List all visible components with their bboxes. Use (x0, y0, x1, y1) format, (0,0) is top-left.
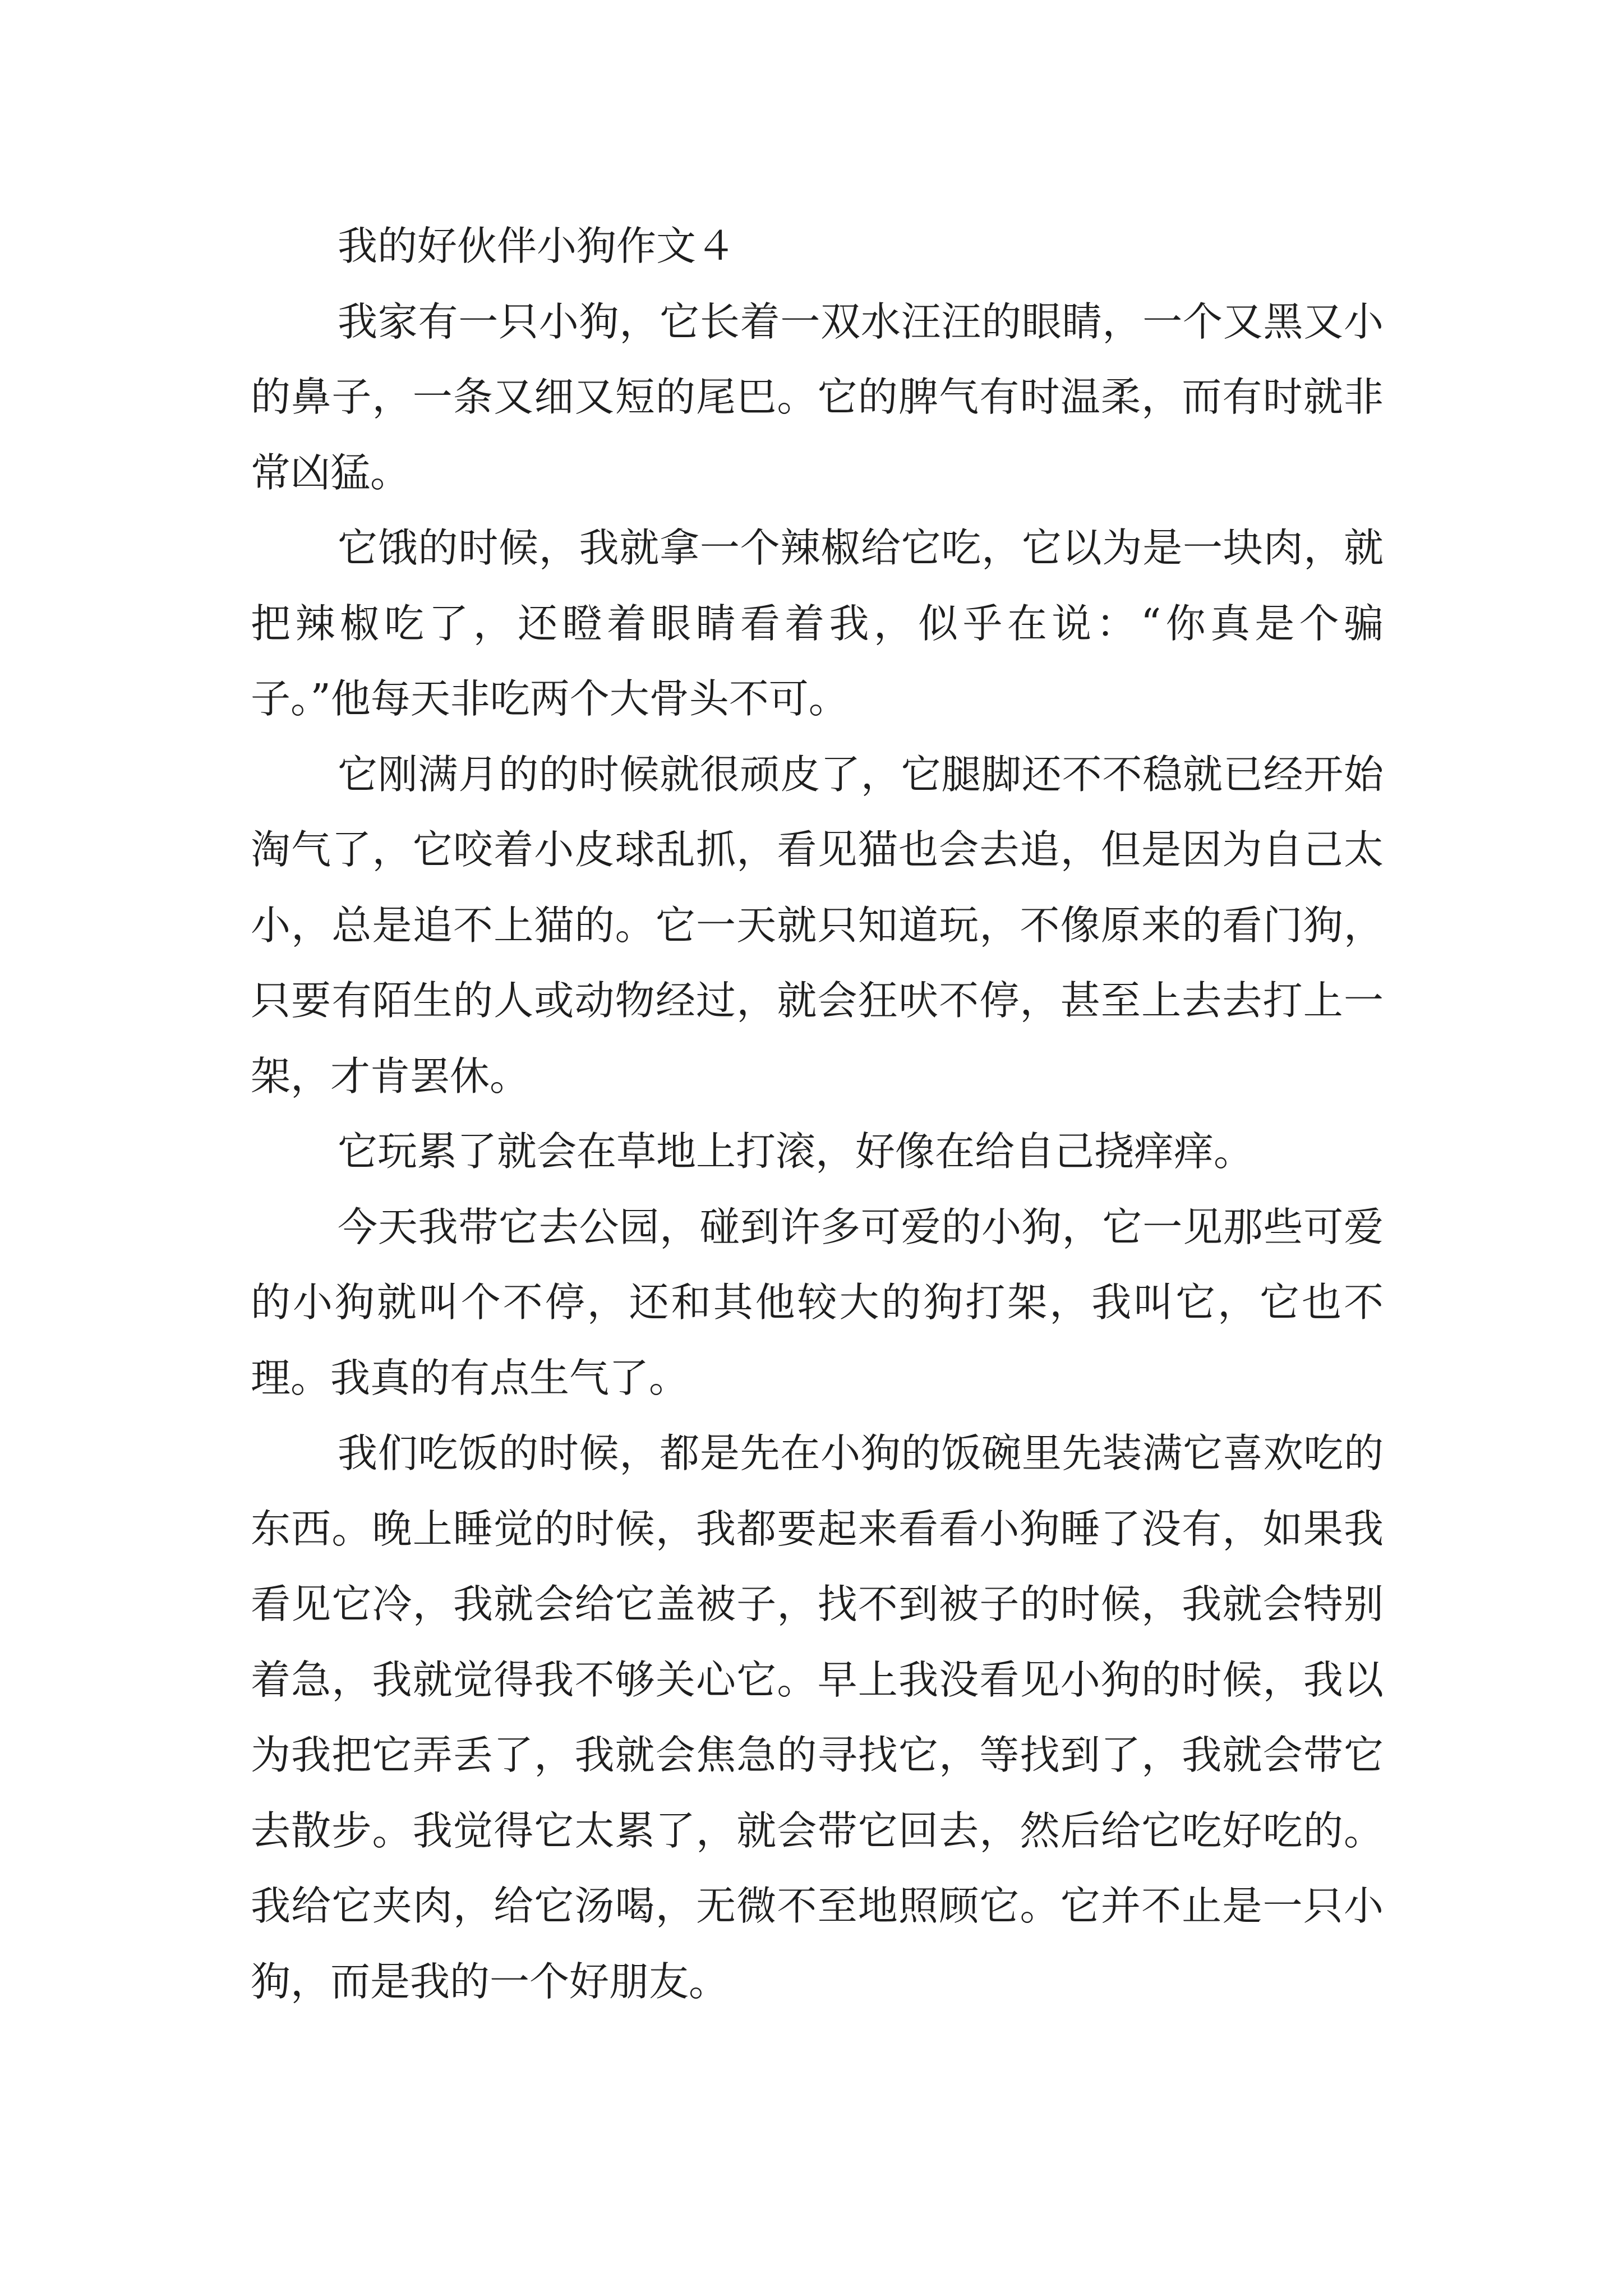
essay-title: 我的好伙伴小狗作文４ (338, 223, 736, 269)
paragraph-6: 我们吃饭的时候，都是先在小狗的饭碗里先装满它喜欢吃的东西。晚上睡觉的时候，我都要起来看看小狗睡了没有，如果我看见它冷，我就会给它盖被子，找不到被子的时候，我就会特别着急，我就觉得我不够关心它。早上我没看见小狗的时候，我以为我把它弄丢了，我就会焦急的寻找它，等找到了，我就会带它去散步。我觉得它太累了，就会带它回去，然后给它吃好吃的。我给它夹肉，给它汤喝，无微不至地照顾它。它并不止是一只小狗，而是我的一个好朋友。 (251, 1430, 1384, 2005)
paragraph-3: 它刚满月的的时候就很顽皮了，它腿脚还不不稳就已经开始淘气了，它咬着小皮球乱抓，看见猫也会去追，但是因为自己太小，总是追不上猫的。它一天就只知道玩，不像原来的看门狗，只要有陌生的人或动物经过，就会狂吠不停，甚至上去去打上一架，才肯罢休。 (251, 751, 1384, 1099)
paragraph-5: 今天我带它去公园，碰到许多可爱的小狗，它一见那些可爱的小狗就叫个不停，还和其他较大的狗打架，我叫它，它也不理。我真的有点生气了。 (251, 1203, 1384, 1401)
document-page (251, 209, 1384, 2019)
paragraph-2: 它饿的时候，我就拿一个辣椒给它吃，它以为是一块肉，就把辣椒吃了，还瞪着眼睛看着我，似乎在说：“你真是个骗子。”他每天非吃两个大骨头不可。 (251, 524, 1384, 722)
paragraph-4: 它玩累了就会在草地上打滚，好像在给自己挠痒痒。 (338, 1128, 1254, 1175)
paragraph-1: 我家有一只小狗，它长着一双水汪汪的眼睛，一个又黑又小的鼻子，一条又细又短的尾巴。它的脾气有时温柔，而有时就非常凶猛。 (251, 298, 1384, 496)
